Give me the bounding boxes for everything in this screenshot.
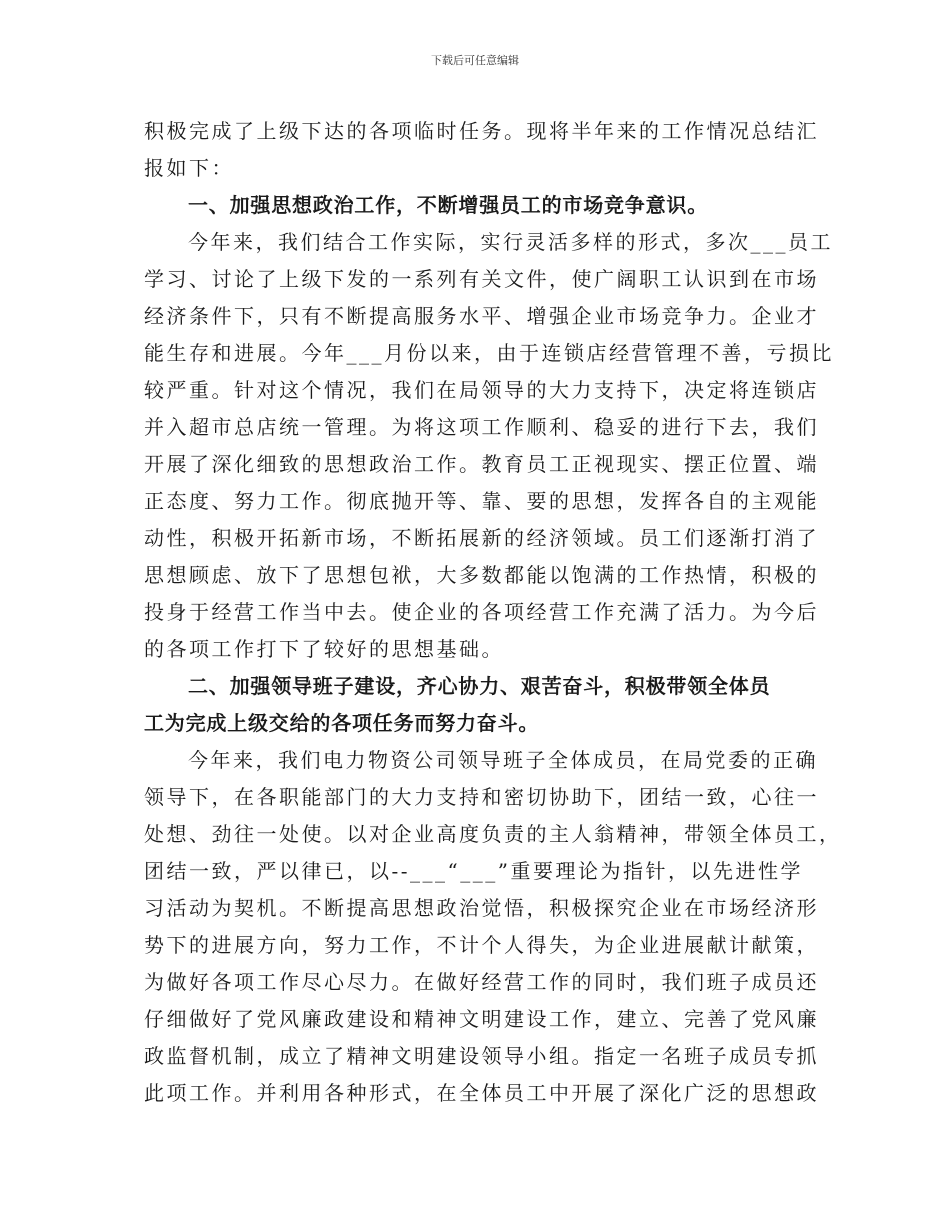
paragraph-start: 今年来，我们电力物资公司领导班子全体成员，在局党委的正确 [188, 748, 818, 772]
body-line: 势下的进展方向，努力工作，不计个人得失，为企业进展献计献策， [144, 933, 819, 957]
page-header: 下载后可任意编辑 [431, 54, 519, 67]
paragraph-start: 今年来，我们结合工作实际，实行灵活多样的形式，多次___员工 [188, 230, 833, 254]
body-line: 的各项工作打下了较好的思想基础。 [144, 637, 504, 661]
body-line: 政监督机制，成立了精神文明建设领导小组。指定一名班子成员专抓 [144, 1044, 819, 1068]
body-line: 此项工作。并利用各种形式，在全体员工中开展了深化广泛的思想政 [144, 1081, 819, 1105]
body-line: 领导下，在各职能部门的大力支持和密切协助下，团结一致，心往一 [144, 785, 819, 809]
body-line: 正态度、努力工作。彻底抛开等、靠、要的思想，发挥各自的主观能 [144, 489, 819, 513]
body-line: 较严重。针对这个情况，我们在局领导的大力支持下，决定将连锁店 [144, 378, 819, 402]
section-heading-2: 二、加强领导班子建设，齐心协力、艰苦奋斗，积极带领全体员 [188, 674, 771, 698]
body-line: 投身于经营工作当中去。使企业的各项经营工作充满了活力。为今后 [144, 600, 819, 624]
body-line: 处想、劲往一处使。以对企业高度负责的主人翁精神，带领全体员工， [144, 822, 842, 846]
body-line: 思想顾虑、放下了思想包袱，大多数都能以饱满的工作热情，积极的 [144, 563, 819, 587]
document-body [144, 113, 842, 1112]
body-line: 仔细做好了党风廉政建设和精神文明建设工作，建立、完善了党风廉 [144, 1007, 819, 1031]
body-line: 能生存和进展。今年___月份以来，由于连锁店经营管理不善，亏损比 [144, 341, 834, 365]
body-line: 习活动为契机。不断提高思想政治觉悟，积极探究企业在市场经济形 [144, 896, 819, 920]
body-line: 并入超市总店统一管理。为将这项工作顺利、稳妥的进行下去，我们 [144, 415, 819, 439]
body-line: 团结一致，严以律已，以--___“___”重要理论为指针，以先进性学 [144, 859, 803, 883]
body-line: 学习、讨论了上级下发的一系列有关文件，使广阔职工认识到在市场 [144, 267, 819, 291]
body-line: 动性，积极开拓新市场，不断拓展新的经济领域。员工们逐渐打消了 [144, 526, 819, 550]
section-heading-1: 一、加强思想政治工作，不断增强员工的市场竞争意识。 [188, 193, 708, 217]
body-line: 开展了深化细致的思想政治工作。教育员工正视现实、摆正位置、端 [144, 452, 819, 476]
body-line: 经济条件下，只有不断提高服务水平、增强企业市场竞争力。企业才 [144, 304, 819, 328]
body-line: 积极完成了上级下达的各项临时任务。现将半年来的工作情况总结汇 [144, 119, 819, 143]
body-line: 报如下： [144, 156, 234, 180]
body-line: 为做好各项工作尽心尽力。在做好经营工作的同时，我们班子成员还 [144, 970, 819, 994]
section-heading-2-continued: 工为完成上级交给的各项任务而努力奋斗。 [144, 711, 540, 735]
